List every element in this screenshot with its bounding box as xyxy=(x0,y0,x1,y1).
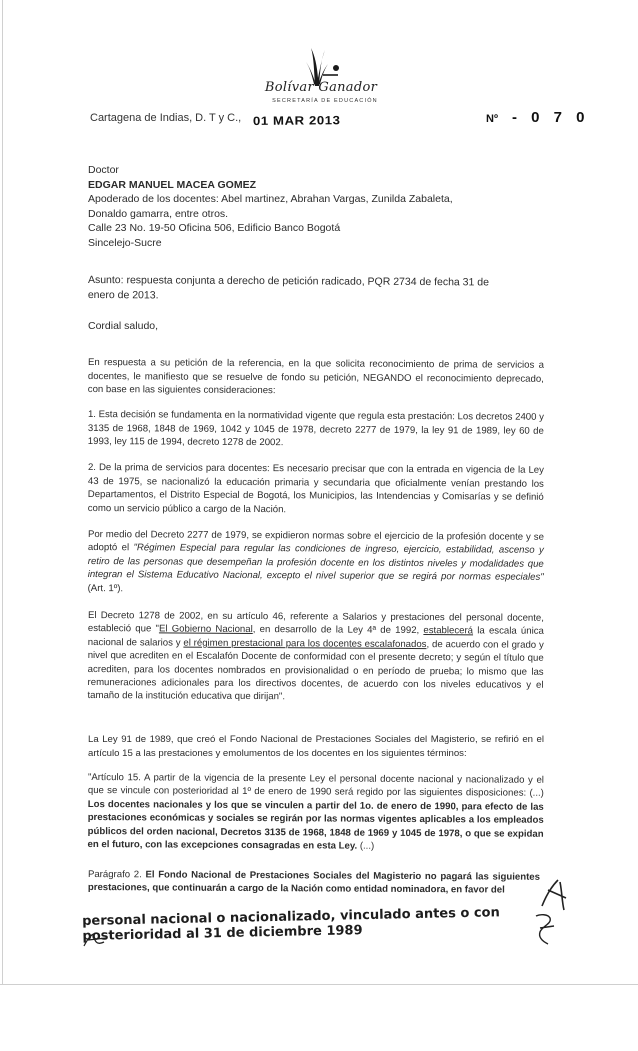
paragraph-text: (Art. 1º). xyxy=(87,582,124,594)
paragraph-text: Por medio del Decreto 2277 de 1979, se expidieron normas sobre el ejercicio de la profesión docente y se adoptó el xyxy=(87,529,544,554)
subject-block xyxy=(88,273,548,305)
brand-name: Bolívar Ganador xyxy=(264,80,378,95)
signature-mark-icon xyxy=(530,910,560,946)
paragraph-text: "Artículo 15. A partir de la vigencia de la presente Ley el personal docente nacional y nacionalizado y el que se vincule con posterioridad al 1º de enero de 1990 será regido por las siguientes disposiciones: (...) xyxy=(87,772,544,800)
page-edge xyxy=(2,0,3,985)
date-stamp: 01 MAR 2013 xyxy=(252,113,341,128)
recipient-name: EDGAR MANUEL MACEA GOMEZ xyxy=(88,178,256,191)
paragraph-text: personal nacional o nacionalizado, vinculado antes o con posterioridad al 31 de diciembre 1989 xyxy=(82,905,500,944)
paragraph-text: , en desarrollo de la Ley 4ª de 1992, xyxy=(252,624,424,637)
brand-subtitle: SECRETARÍA DE EDUCACIÓN xyxy=(272,98,378,104)
bold-text: El Fondo Nacional de Prestaciones Sociales del Magisterio no pagará las siguientes prestaciones, que continuarán a cargo de la Nación como entidad nominadora, en favor del xyxy=(87,869,540,896)
paragraph-text: Parágrafo 2. xyxy=(87,869,146,881)
recipient-title: Doctor xyxy=(88,164,119,176)
paragraph-text: , de acuerdo con el grado y nivel que acrediten en el Escalafón Docente de conformidad con el presente decreto; y según el título que acrediten, para los docentes nombrados en provisionalidad o en período de prueba; lo mismo que las remuneraciones adicionales para los directivos docentes, de acuerdo con los niveles educativos y el tamaño de la institución educativa que dirijan". xyxy=(87,638,544,703)
greeting: Cordial saludo, xyxy=(88,320,159,332)
recipient-line: Donaldo gamarra, entre otros. xyxy=(88,207,229,220)
paragraph-text: El Decreto 1278 de 2002, en su artículo 46, referente a Salarios y prestaciones del personal docente, estableció que " xyxy=(87,610,544,635)
underlined-text: establecerá xyxy=(423,625,474,637)
document-number: - 0 7 0 xyxy=(512,109,590,126)
recipient-line: Sincelejo-Sucre xyxy=(88,236,162,249)
paragraph xyxy=(88,771,544,854)
paragraph xyxy=(88,868,540,898)
paragraph: La Ley 91 de 1989, que creó el Fondo Nacional de Prestaciones Sociales del Magisterio, se refirió en el artículo 15 a las prestaciones y emolumentos de los docentes en los siguientes términos: xyxy=(88,734,544,759)
underlined-text: el régimen prestacional para los docentes escalafonados xyxy=(183,637,427,650)
paragraph-text: la escala única nacional de salarios y xyxy=(87,625,544,649)
recipient-block xyxy=(88,163,544,251)
place-line: Cartagena de Indias, D. T y C., xyxy=(90,112,242,124)
subject-line: Asunto: respuesta conjunta a derecho de petición radicado, PQR 2734 de fecha 31 de xyxy=(87,273,490,289)
paragraph-last-line xyxy=(82,904,553,944)
initials-mark-icon xyxy=(536,876,576,912)
paragraph-text: (...) xyxy=(357,840,375,852)
subject-line: enero de 2013. xyxy=(87,288,159,302)
page-bottom-edge xyxy=(0,984,638,985)
recipient-line: Apoderado de los docentes: Abel martinez, Abrahan Vargas, Zunilda Zabaleta, xyxy=(88,193,453,206)
paragraph: 2. De la prima de servicios para docentes: Es necesario precisar que con la entrada en vigencia de la Ley 43 de 1975, se nacionalizó la educación primaria y secundaria que oficialmente venían prestando los Departamentos, el Distrito Especial de Bogotá, los Municipios, las Intendencias y Comisarías y se definió como un servicio público a cargo de la Nación. xyxy=(87,461,544,515)
recipient-line: Calle 23 No. 19-50 Oficina 506, Edificio Banco Bogotá xyxy=(88,222,341,235)
number-label: Nº xyxy=(486,113,498,125)
bold-text: Los docentes nacionales y los que se vinculen a partir del 1o. de enero de 1990, para efecto de las prestaciones económicas y sociales se regirán por las normas vigentes aplicables a los empleados públicos del orden nacional, Decretos 3135 de 1968, 1848 de 1969 y 1045 de 1978, o que se expidan en el futuro, con las excepciones consagradas en esta Ley. xyxy=(87,798,544,852)
paragraph: 1. Esta decisión se fundamenta en la normatividad vigente que regula esta prestación: Los decretos 2400 y 3135 de 1968, 1848 de 1969, 1042 y 1045 de 1978, decreto 2277 de 1979, la ley 91 de 1989, ley 60 de 1993, ley 115 de 1994, decreto 1278 de 2002. xyxy=(87,408,544,449)
paragraph: En respuesta a su petición de la referencia, en la que solicita reconocimiento de prima de servicios a docentes, le manifiesto que se resuelve de fondo su petición, NEGANDO el reconocimiento deprecado, con base en las siguientes consideraciones: xyxy=(87,356,544,397)
paragraph xyxy=(88,528,544,598)
handwritten-initials-icon xyxy=(80,930,110,952)
underlined-text: El Gobierno Nacional xyxy=(158,623,253,636)
paragraph xyxy=(87,609,544,706)
quoted-text: "Régimen Especial para regular las condiciones de ingreso, ejercicio, estabilidad, ascenso y retiro de las personas que desempeñan la profesión docente en los distintos niveles y modalidades que integran el Sistema Educativo Nacional, excepto el nivel superior que se regirá por normas especiales" xyxy=(87,542,544,584)
bolivar-logo-icon xyxy=(268,28,368,118)
